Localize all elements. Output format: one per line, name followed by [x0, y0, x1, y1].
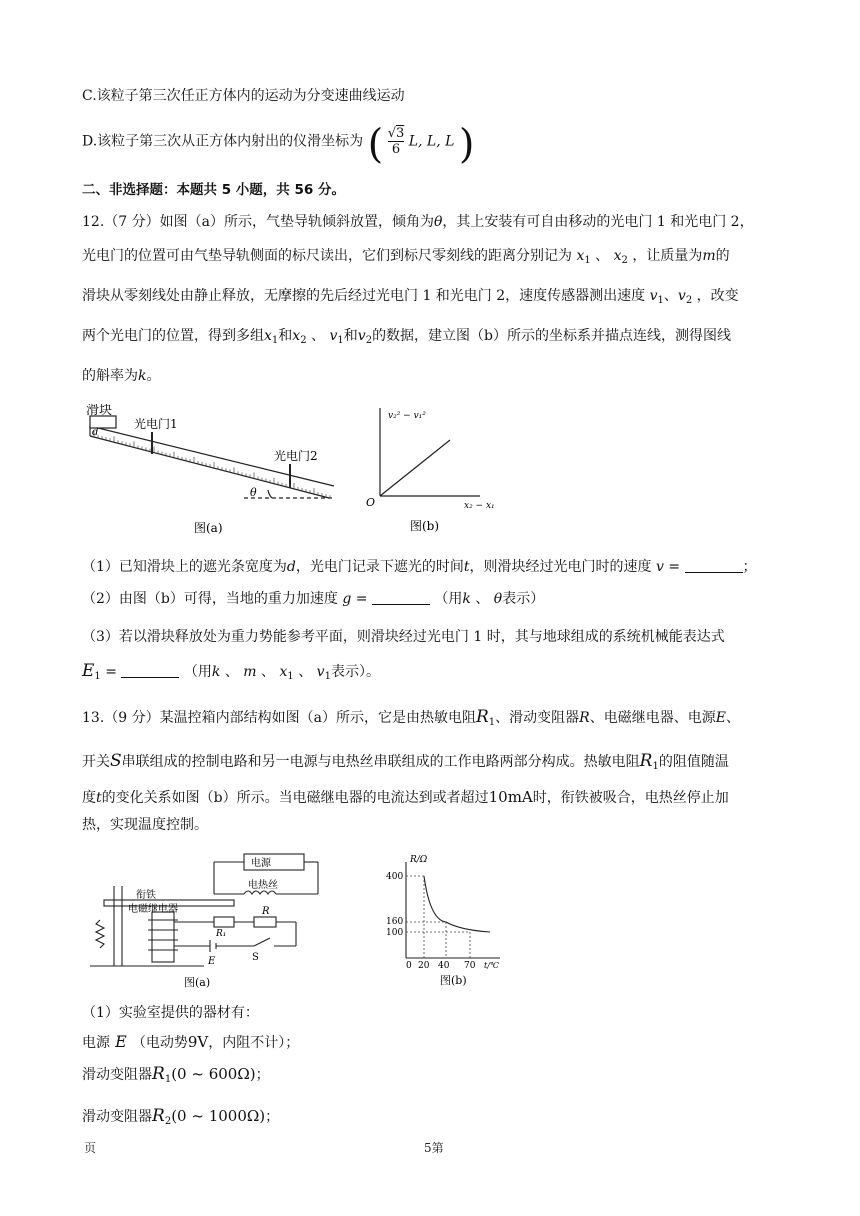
spring — [96, 920, 104, 948]
q13-line3: 度t的变化关系如图（b）所示。当电磁继电器的电流达到或者超过10mA时，衔铁被吸合，电热丝停止加 — [82, 788, 729, 806]
option-d-coords: L, L, L — [408, 133, 455, 150]
r-resistor — [254, 917, 276, 927]
switch — [254, 938, 270, 946]
q12-sub3: （3）若以滑块释放处为重力势能参考平面，则滑块经过光电门 1 时，其与地球组成的系统机械能表达式 — [82, 629, 725, 645]
label-r: R — [262, 906, 270, 917]
q12-line5: 的斛率为k。 — [82, 368, 161, 384]
label-r-axis: R/Ω — [410, 855, 428, 865]
q12-line4: 两个光电门的位置，得到多组$x_1$和$x_2$ 、 $v_1$和$v_2$的数据，建立图（b）所示的坐标系并描点连线，测得图线 — [82, 328, 732, 346]
tick-20: 20 — [418, 961, 430, 971]
q12-sub3-formula: $E_1$ = （用k 、 m 、 $x_1$ 、 $v_1$表示）。 — [82, 661, 380, 682]
caption-fig-b: 图(b) — [410, 519, 440, 533]
option-d: D.该粒子第三次从正方体内射出的仪滑坐标为 ( $\frac{√3}{6}$ L, L, L ) — [82, 121, 475, 168]
label-power: 电源 — [251, 858, 271, 869]
tick-0: 0 — [406, 961, 412, 971]
footer-page-number: 5第 — [424, 1141, 444, 1155]
q13-r1-line: 滑动变阻器$R_1(0$ ~ 600Ω)； — [82, 1064, 270, 1085]
label-d: d — [92, 427, 99, 438]
label-gate1: 光电门1 — [134, 417, 178, 431]
theta-arc — [268, 490, 272, 498]
tick-40: 40 — [438, 961, 450, 971]
tick-100: 100 — [386, 928, 404, 938]
section-heading: 二、非选择题：本题共 5 小题，共 56 分。 — [82, 182, 345, 198]
option-c: C.该粒子第三次任正方体内的运动为分变速曲线运动 — [82, 88, 405, 104]
tick-70: 70 — [464, 961, 476, 971]
caption-fig-b13: 图(b) — [440, 974, 467, 987]
label-gate2: 光电门2 — [274, 449, 318, 463]
r-t-curve — [424, 876, 490, 932]
q13-figure-a — [84, 850, 334, 990]
rt-resistor — [214, 917, 234, 927]
label-rt: R₁ — [216, 929, 227, 939]
label-origin: O — [366, 496, 376, 509]
q12-line2: 光电门的位置可由气垫导轨侧面的标尺读出，它们到标尺零刻线的距离分别记为 $x_1$ 、 $x_2$ ，让质量为m的 — [82, 248, 730, 266]
label-t-axis: t/℃ — [484, 961, 499, 970]
label-e: E — [208, 956, 216, 967]
label-xaxis: x₂ − x₁ — [464, 501, 495, 511]
footer-left: 页 — [84, 1141, 97, 1155]
label-slider: 滑块 — [86, 404, 113, 418]
option-d-fraction: $\frac{√3}{6}$ — [387, 126, 405, 157]
q13-line1: 13.（9 分）某温控箱内部结构如图（a）所示，它是由热敏电阻$R_1$、滑动变阻器R、电磁继电器、电源E、 — [82, 707, 740, 728]
heater-coil — [244, 891, 276, 894]
q13-line2: 开关S串联组成的控制电路和另一电源与电热丝串联组成的工作电路两部分构成。热敏电阻$R_1$的阻值随温 — [82, 751, 729, 772]
graph-line — [380, 440, 450, 496]
tick-160: 160 — [386, 917, 404, 927]
q13-r2-line: 滑动变阻器$R_2(0$ ~ 1000Ω)； — [82, 1106, 280, 1127]
q13-sub1: （1）实验室提供的器材有： — [82, 1005, 259, 1021]
caption-fig-a: 图(a) — [194, 521, 223, 535]
label-yaxis: v₂² − v₁² — [388, 411, 426, 421]
q13-line4: 热，实现温度控制。 — [82, 817, 208, 833]
q12-sub1: （1）已知滑块上的遮光条宽度为d，光电门记录下遮光的时间t，则滑块经过光电门时的速度 v = ； — [82, 559, 757, 575]
label-s: S — [252, 952, 259, 963]
label-heater: 电热丝 — [248, 880, 278, 891]
option-d-text: D.该粒子第三次从正方体内射出的仪滑坐标为 — [82, 133, 364, 150]
caption-fig-a13: 图(a) — [184, 976, 211, 989]
q12-figure-b — [360, 404, 510, 544]
q12-line1: 12.（7 分）如图（a）所示，气垫导轨倾斜放置，倾角为θ，其上安装有可自由移动的光电门 1 和光电门 2， — [82, 214, 754, 230]
q13-power-line: 电源 E （电动势9V，内阻不计）； — [82, 1032, 300, 1051]
label-relay: 电磁继电器 — [128, 904, 178, 915]
q12-sub2: （2）由图（b）可得，当地的重力加速度 g = （用k 、 θ表示） — [82, 591, 545, 607]
q13-figure-b — [380, 850, 510, 990]
q12-figure-a — [84, 404, 344, 544]
q12-line3: 滑块从零刻线处由静止释放，无摩擦的先后经过光电门 1 和光电门 2，速度传感器测出速度 $v_1$、$v_2$ ，改变 — [82, 288, 739, 306]
label-theta: θ — [250, 486, 257, 499]
label-armature: 衔铁 — [136, 890, 156, 901]
tick-400: 400 — [386, 872, 404, 882]
